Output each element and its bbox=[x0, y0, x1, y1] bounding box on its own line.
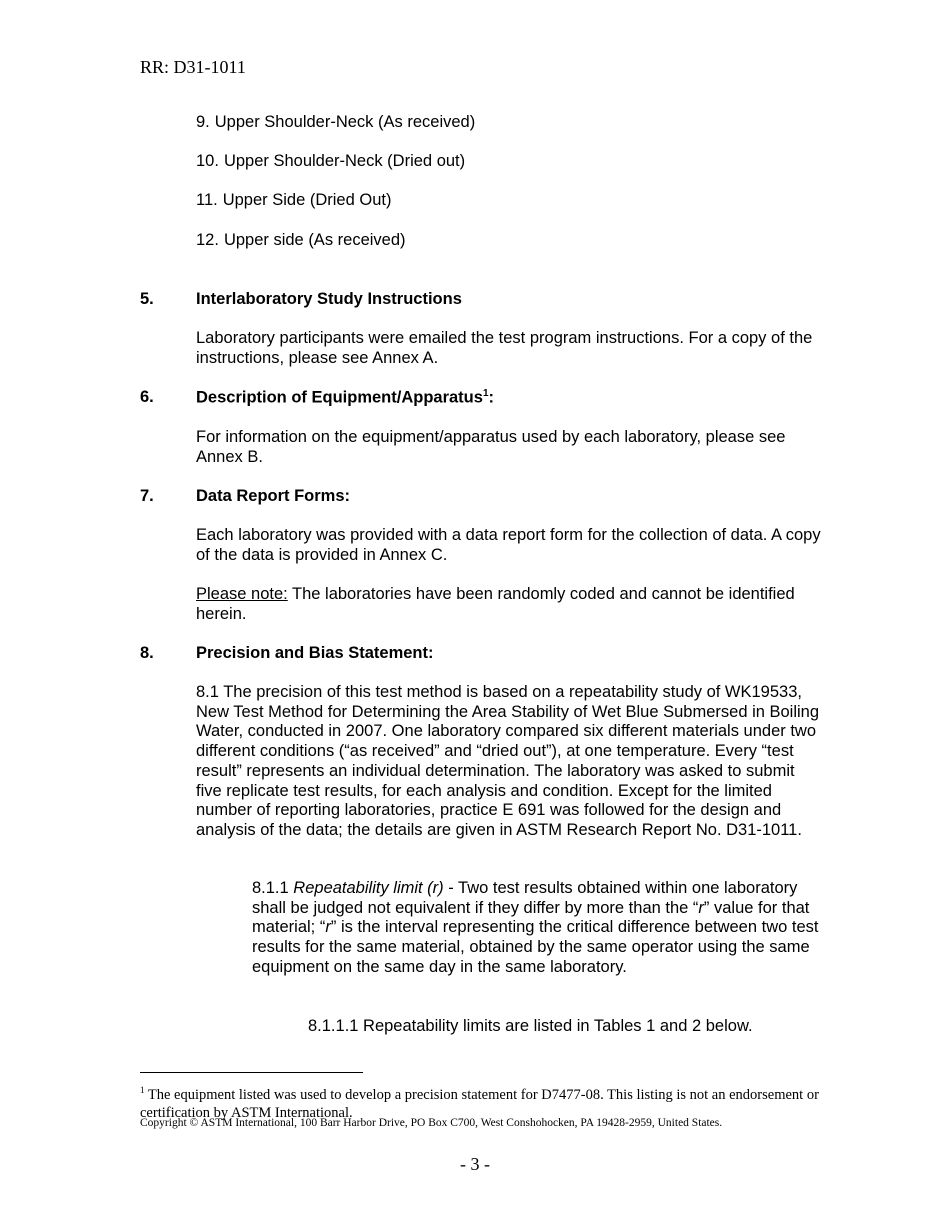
list-item bbox=[196, 113, 475, 132]
note-label: Please note: bbox=[196, 585, 288, 603]
section-title bbox=[196, 388, 494, 408]
list-item bbox=[196, 191, 391, 210]
section-8-1-1-paragraph bbox=[252, 879, 822, 978]
list-item-text: Upper Side (Dried Out) bbox=[222, 191, 392, 209]
r-symbol: r bbox=[325, 918, 331, 937]
clause-text: - Two test results obtained within one laboratory shall be judged not equivalent if they differ by more than the “ bbox=[252, 879, 798, 917]
clause-text: ” is the interval representing the critical difference between two test results for the same material, obtained by the same operator using the same equipment on the same day in the same laboratory. bbox=[252, 918, 819, 976]
r-symbol: r bbox=[698, 898, 704, 917]
list-item-number: 12. bbox=[196, 231, 219, 249]
section-number: 5. bbox=[140, 290, 154, 308]
list-item bbox=[196, 152, 465, 171]
footnote-divider bbox=[140, 1072, 363, 1073]
section-title-text: Description of Equipment/Apparatus bbox=[196, 388, 483, 407]
page-number: - 3 - bbox=[460, 1154, 490, 1174]
section-title-suffix: : bbox=[488, 388, 494, 407]
clause-text: ” value for that material; “ bbox=[252, 898, 810, 937]
copyright-line: Copyright © ASTM International, 100 Barr Harbor Drive, PO Box C700, West Conshohocken, PA 19428-2959, United States. bbox=[140, 1117, 723, 1129]
list-item-text: Upper Shoulder-Neck (As received) bbox=[214, 113, 476, 131]
section-6-body: For information on the equipment/apparatus used by each laboratory, please see Annex B. bbox=[196, 428, 786, 466]
section-7-note bbox=[196, 585, 821, 624]
note-body: The laboratories have been randomly coded and cannot be identified herein. bbox=[196, 585, 795, 623]
section-7-body: Each laboratory was provided with a data report form for the collection of data. A copy of the data is provided in Annex C. bbox=[196, 526, 821, 564]
section-number: 8. bbox=[140, 644, 154, 662]
section-title: Data Report Forms: bbox=[196, 487, 351, 505]
list-item-number: 9. bbox=[196, 113, 210, 131]
list-item-number: 10. bbox=[196, 152, 219, 170]
report-id-header: RR: D31-1011 bbox=[140, 57, 246, 77]
list-item-text: Upper side (As received) bbox=[223, 231, 406, 249]
section-8-1-1-1-paragraph: 8.1.1.1 Repeatability limits are listed in Tables 1 and 2 below. bbox=[308, 1017, 753, 1035]
footnote-reference: 1 bbox=[482, 388, 489, 399]
clause-term: Repeatability limit (r) bbox=[293, 879, 444, 897]
footnote bbox=[140, 1081, 820, 1122]
section-5-body: Laboratory participants were emailed the test program instructions. For a copy of the instructions, please see Annex A. bbox=[196, 329, 813, 367]
section-8-1-paragraph: 8.1 The precision of this test method is based on a repeatability study of WK19533, New Test Method for Determining the Area Stability of Wet Blue Submersed in Boiling Water, conducted in 2007. One laboratory compared six different materials under two different conditions (“as received” and “dried out”), at one temperature. Every “test result” represents an individual determination. The laboratory was asked to submit five replicate test results, for each analysis and condition. Except for the limited number of reporting laboratories, practice E 691 was followed for the design and analysis of the data; the details are given in ASTM Research Report No. D31-1011. bbox=[196, 683, 820, 839]
clause-number: 8.1.1 bbox=[252, 879, 294, 897]
section-title: Precision and Bias Statement: bbox=[196, 644, 434, 662]
footnote-text: The equipment listed was used to develop a precision statement for D7477-08. This listing is not an endorsement or certification by ASTM International. bbox=[140, 1086, 819, 1121]
list-item-text: Upper Shoulder-Neck (Dried out) bbox=[223, 152, 466, 170]
section-title: Interlaboratory Study Instructions bbox=[196, 290, 462, 308]
footnote-mark: 1 bbox=[140, 1085, 145, 1095]
list-item bbox=[196, 231, 406, 250]
section-number: 6. bbox=[140, 388, 154, 406]
section-number: 7. bbox=[140, 487, 154, 505]
list-item-number: 11. bbox=[196, 191, 218, 209]
